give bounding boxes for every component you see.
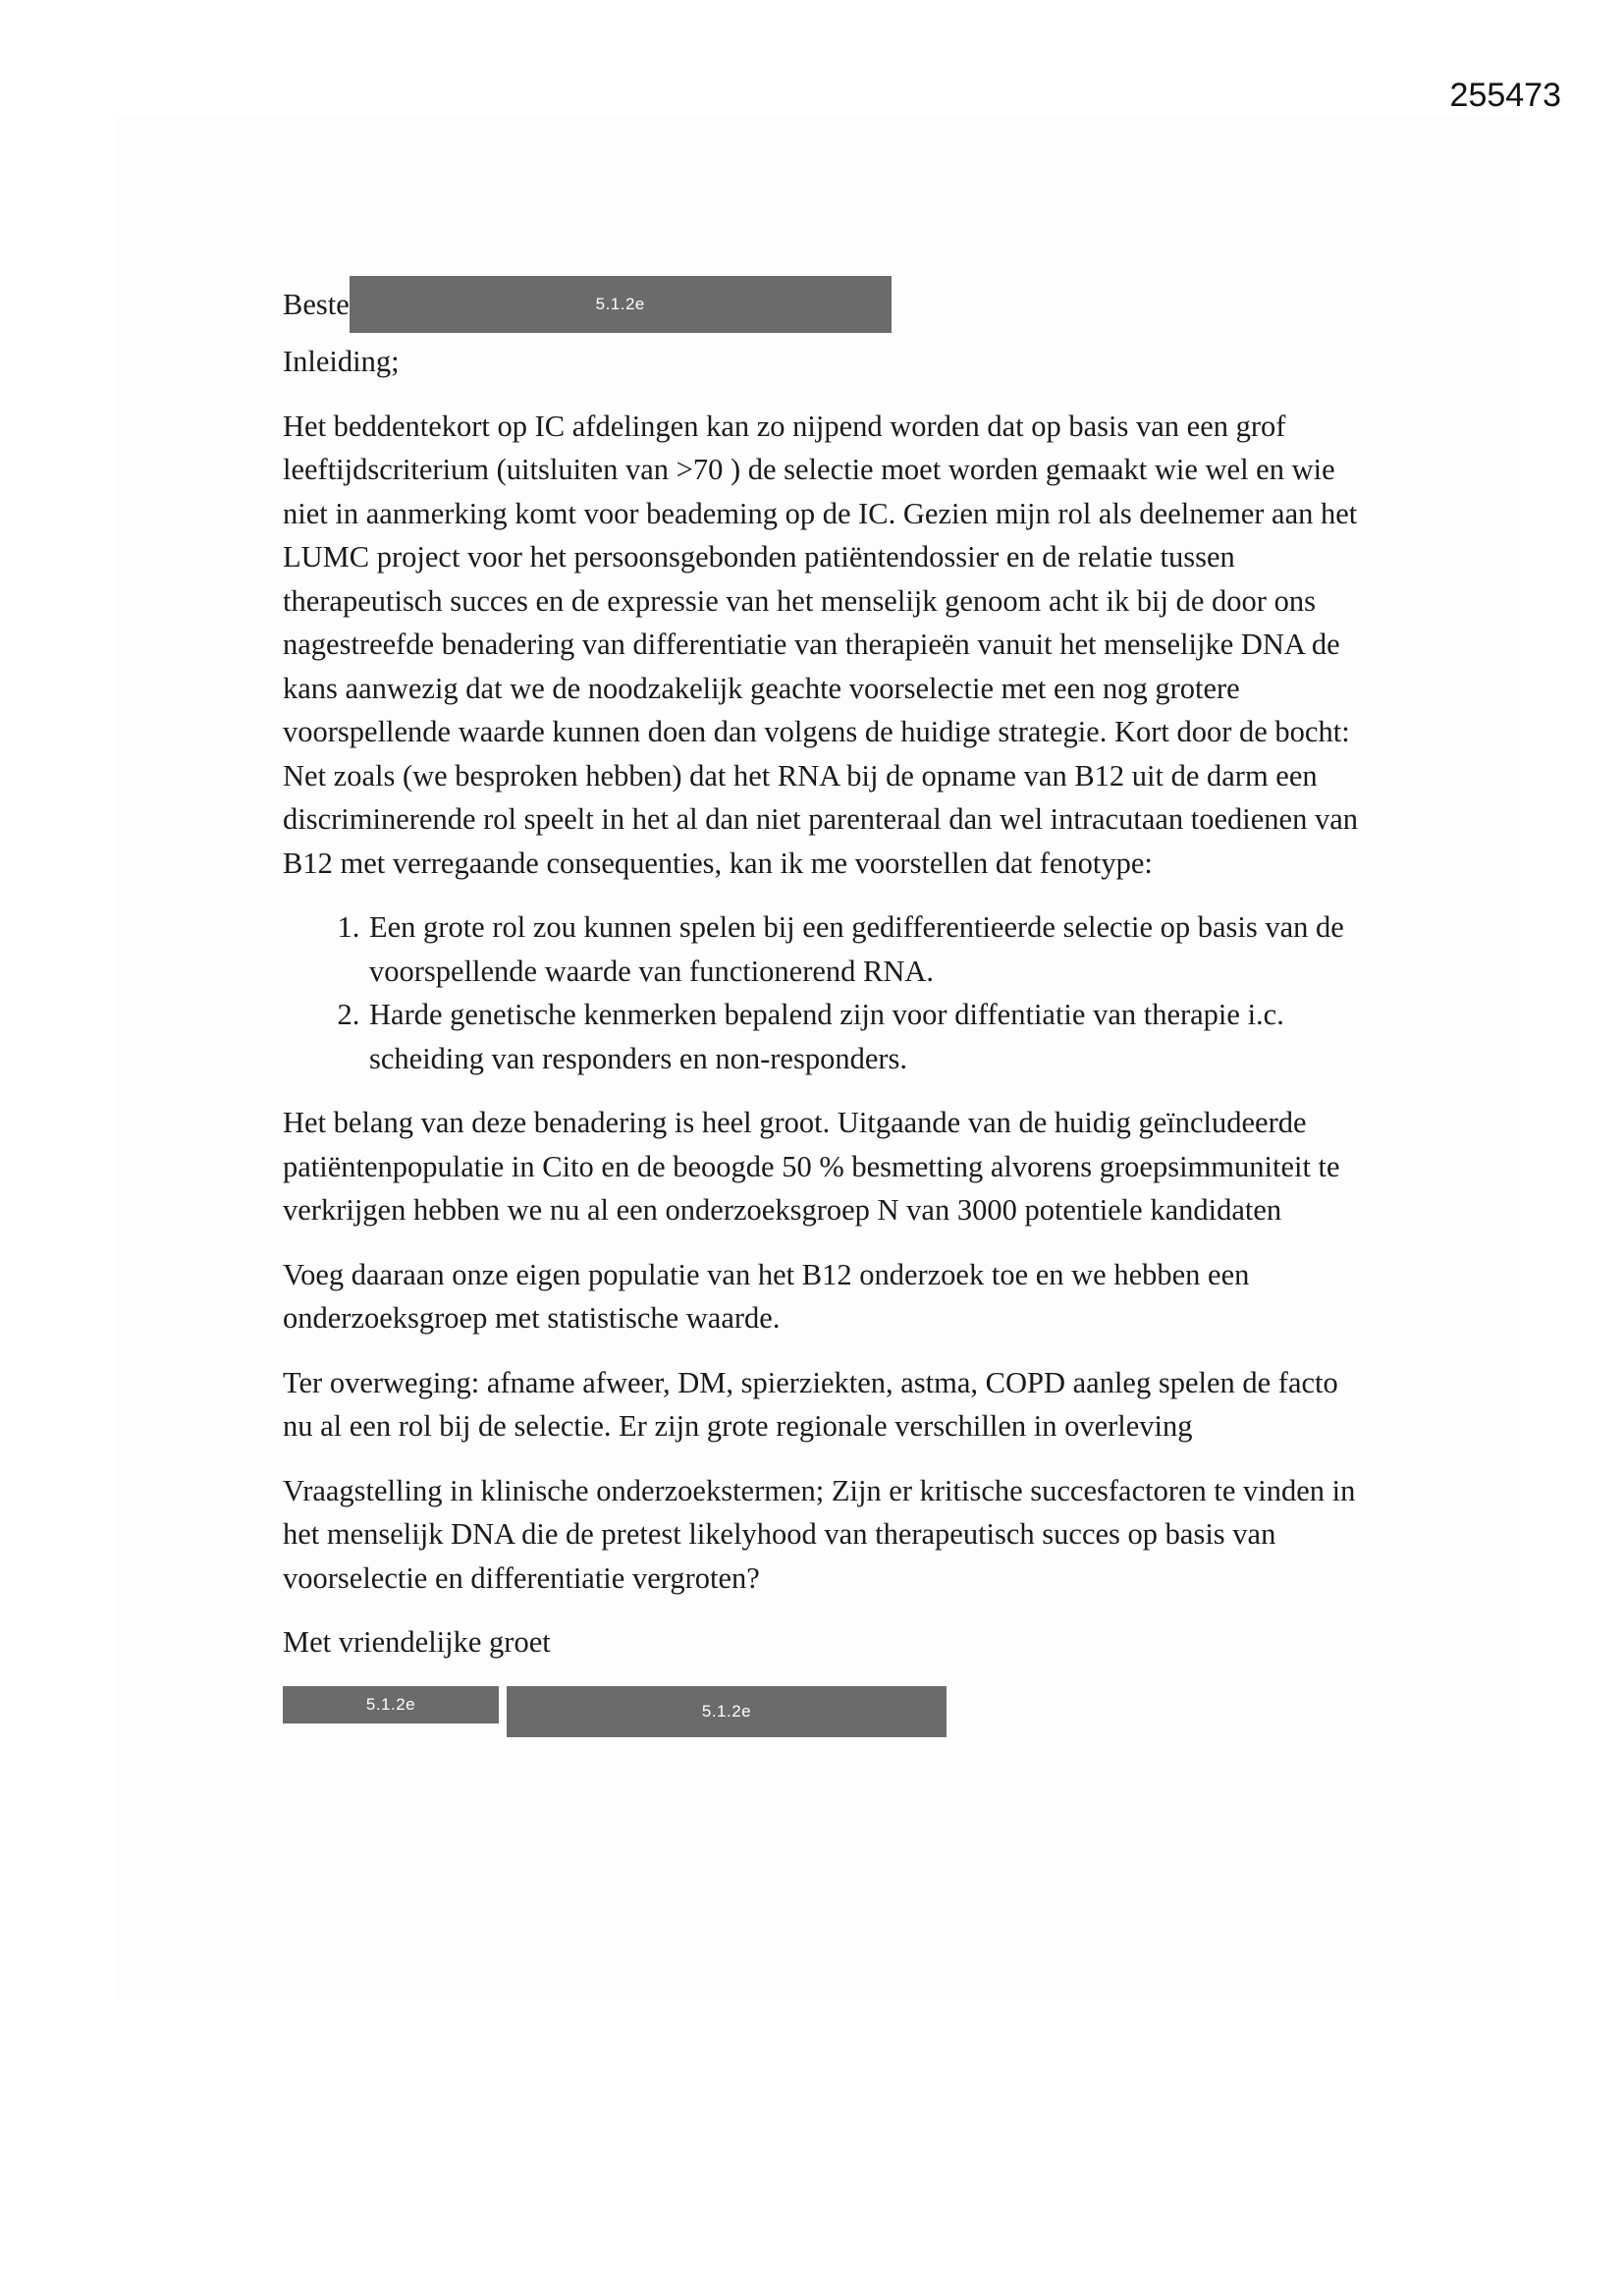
numbered-list — [283, 905, 1373, 1080]
redacted-recipient-name: 5.1.2e — [350, 276, 892, 333]
paragraph-intro: Het beddentekort op IC afdelingen kan zo nijpend worden dat op basis van een grof leeftijdscriterium (uitsluiten van >70 ) de selectie moet worden gemaakt wie wel en wie niet in aanmerking komt voor beademing op de IC. Gezien mijn rol als deelnemer aan het LUMC project voor het persoonsgebonden patiëntendossier en de relatie tussen therapeutisch succes en de expressie van het menselijk genoom acht ik bij de door ons nagestreefde benadering van differentiatie van therapieën vanuit het menselijke DNA de kans aanwezig dat we de noodzakelijk geachte voorselectie met een nog grotere voorspellende waarde kunnen doen dan volgens de huidige strategie. Kort door de bocht: Net zoals (we besproken hebben) dat het RNA bij de opname van B12 uit de darm een discriminerende rol speelt in het al dan niet parenteraal dan wel intracutaan toedienen van B12 met verregaande consequenties, kan ik me voorstellen dat fenotype: — [283, 409, 1358, 880]
paragraph-importance: Het belang van deze benadering is heel groot. Uitgaande van de huidig geïncludeerde patiëntenpopulatie in Cito en de beoogde 50 % besmetting alvorens groepsimmuniteit te verkrijgen hebben we nu al een onderzoeksgroep N van 3000 potentiele kandidaten — [283, 1106, 1340, 1227]
document-number: 255473 — [1449, 77, 1561, 114]
redacted-signature-name: 5.1.2e — [507, 1686, 947, 1737]
salutation-text: Beste — [283, 287, 350, 321]
paragraph-considerations: Ter overweging: afname afweer, DM, spierziekten, astma, COPD aanleg spelen de facto nu al een rol bij de selectie. Er zijn grote regionale verschillen in overleving — [283, 1365, 1338, 1443]
list-item: 1. Een grote rol zou kunnen spelen bij een gedifferentieerde selectie op basis van de voorspellende waarde van functionerend RNA. — [367, 905, 1373, 993]
signature-block — [283, 1686, 1373, 1737]
closing-greeting: Met vriendelijke groet — [283, 1625, 551, 1659]
salutation — [283, 275, 1373, 334]
list-item: 2. Harde genetische kenmerken bepalend zijn voor diffentiatie van therapie i.c. scheiding van responders en non-responders. — [367, 993, 1373, 1080]
redacted-signature-title: 5.1.2e — [283, 1686, 499, 1723]
paragraph-population: Voeg daaraan onze eigen populatie van het B12 onderzoek toe en we hebben een onderzoeksgroep met statistische waarde. — [283, 1257, 1250, 1335]
paragraph-research-question: Vraagstelling in klinische onderzoekstermen; Zijn er kritische succesfactoren te vinden in het menselijk DNA die de pretest likelyhood van therapeutisch succes op basis van voorselectie en differentiatie vergroten? — [283, 1473, 1356, 1595]
section-heading: Inleiding; — [283, 345, 400, 378]
letter-body — [283, 275, 1373, 1737]
